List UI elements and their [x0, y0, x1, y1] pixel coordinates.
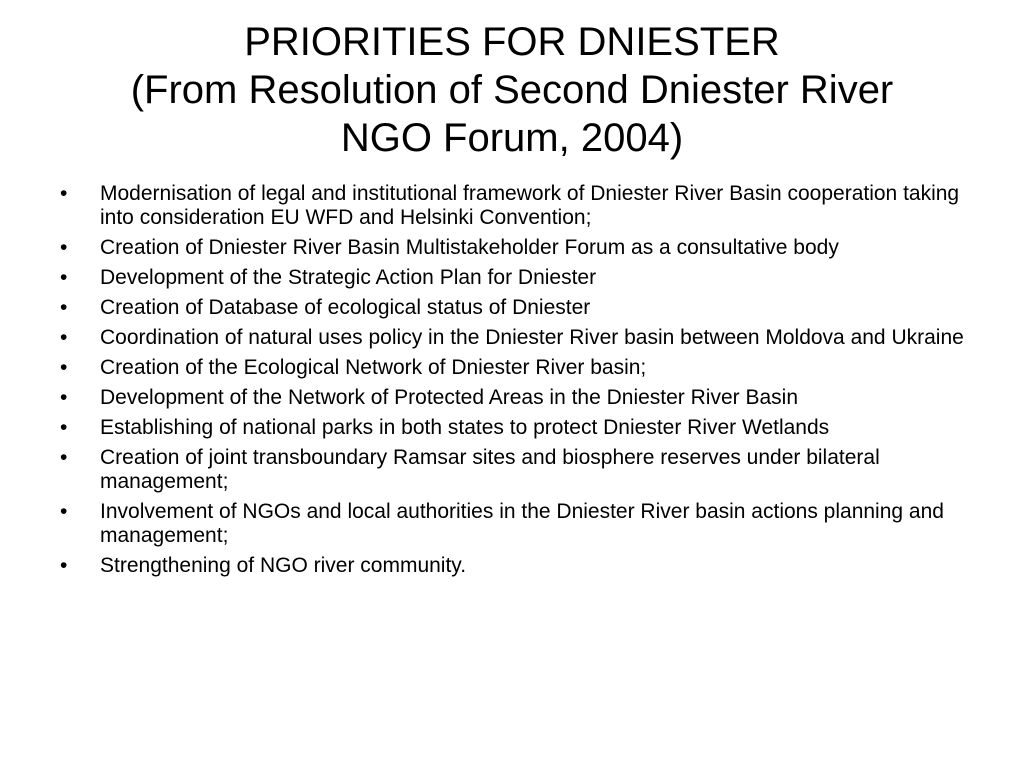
bullet-list — [60, 182, 970, 584]
list-item-text: Strengthening of NGO river community. — [100, 554, 467, 577]
title-line-3: NGO Forum, 2004) — [340, 116, 684, 160]
list-item-text: Development of the Strategic Action Plan for Dniester — [100, 266, 597, 289]
bullet-mark: • — [60, 296, 68, 319]
list-item-text: Involvement of NGOs and local authorities in the Dniester River basin actions planning and management; — [100, 500, 944, 547]
list-item — [60, 356, 970, 380]
list-item-text: Creation of Dniester River Basin Multistakeholder Forum as a consultative body — [100, 236, 839, 259]
bullet-mark: • — [60, 326, 68, 349]
bullet-mark: • — [60, 554, 68, 577]
list-item-text: Creation of Database of ecological status of Dniester — [100, 296, 591, 319]
title-line-2: (From Resolution of Second Dniester River — [130, 68, 894, 112]
bullet-mark: • — [60, 236, 68, 259]
list-item-text: Coordination of natural uses policy in the Dniester River basin between Moldova and Ukraine — [100, 326, 964, 349]
list-item — [60, 266, 970, 290]
title-line-1: PRIORITIES FOR DNIESTER — [244, 20, 780, 64]
list-item — [60, 386, 970, 410]
list-item — [60, 296, 970, 320]
list-item-text: Development of the Network of Protected Areas in the Dniester River Basin — [100, 386, 799, 409]
list-item — [60, 326, 970, 350]
bullet-mark: • — [60, 446, 68, 469]
list-item-text: Establishing of national parks in both states to protect Dniester River Wetlands — [100, 416, 830, 439]
list-item — [60, 554, 970, 578]
bullet-mark: • — [60, 182, 68, 205]
list-item — [60, 416, 970, 440]
list-item-text: Creation of the Ecological Network of Dniester River basin; — [100, 356, 647, 379]
bullet-mark: • — [60, 356, 68, 379]
slide-title — [40, 18, 984, 162]
list-item-text: Creation of joint transboundary Ramsar sites and biosphere reserves under bilateral management; — [100, 446, 880, 493]
list-item — [60, 446, 970, 494]
list-item-text: Modernisation of legal and institutional framework of Dniester River Basin cooperation taking into consideration EU WFD and Helsinki Convention; — [100, 182, 960, 229]
list-item — [60, 500, 970, 548]
bullet-mark: • — [60, 500, 68, 523]
bullet-mark: • — [60, 416, 68, 439]
bullet-mark: • — [60, 386, 68, 409]
list-item — [60, 236, 970, 260]
list-item — [60, 182, 970, 230]
bullet-mark: • — [60, 266, 68, 289]
